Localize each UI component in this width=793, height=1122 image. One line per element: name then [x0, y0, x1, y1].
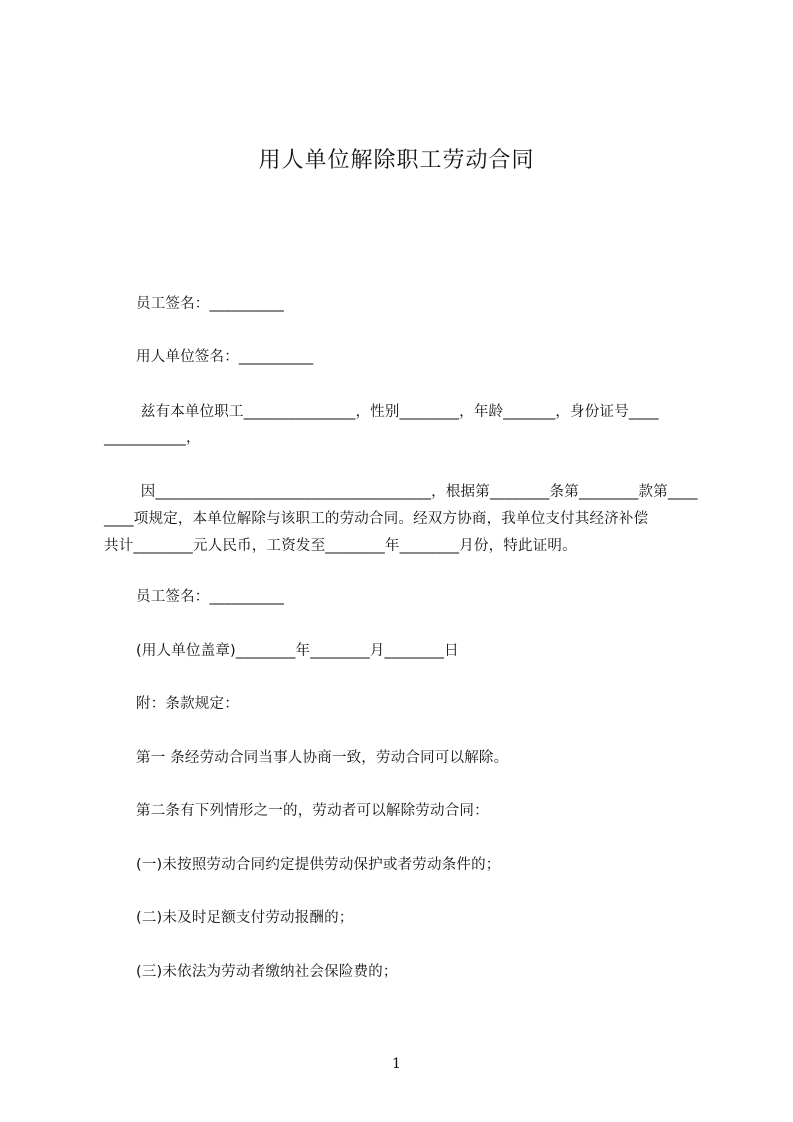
clause-2-item-1: (一)未按照劳动合同约定提供劳动保护或者劳动条件的； [136, 857, 501, 873]
reason-line-1: 因_____________________________________，根据第________条第________款第____ [136, 484, 698, 500]
appendix-heading: 附：条款规定： [136, 696, 239, 712]
reason-line-2: ____项规定，本单位解除与该职工的劳动合同。经双方协商，我单位支付其经济补偿 [104, 511, 649, 527]
clause-1: 第一 条经劳动合同当事人协商一致，劳动合同可以解除。 [136, 750, 509, 766]
employee-info-line-2: ___________， [104, 430, 201, 446]
employee-info-line-1: 兹有本单位职工_______________，性别________，年龄_______，身份证号____ [136, 404, 659, 420]
clause-2-item-2: (二)未及时足额支付劳动报酬的； [136, 910, 354, 926]
employee-signature-line: 员工签名：__________ [136, 296, 284, 312]
clause-2-item-3: (三)未依法为劳动者缴纳社会保险费的； [136, 964, 398, 980]
page-number: 1 [392, 1056, 401, 1072]
employer-seal-date-line: (用人单位盖章)________年________月________日 [136, 643, 459, 659]
clause-2: 第二条有下列情形之一的，劳动者可以解除劳动合同： [136, 803, 489, 819]
employee-signature-line-2: 员工签名：__________ [136, 589, 284, 605]
employer-signature-line: 用人单位签名：__________ [136, 349, 314, 365]
reason-line-3: 共计________元人民币，工资发至________年________月份，特此证明。 [104, 538, 577, 554]
page-title: 用人单位解除职工劳动合同 [258, 148, 535, 173]
